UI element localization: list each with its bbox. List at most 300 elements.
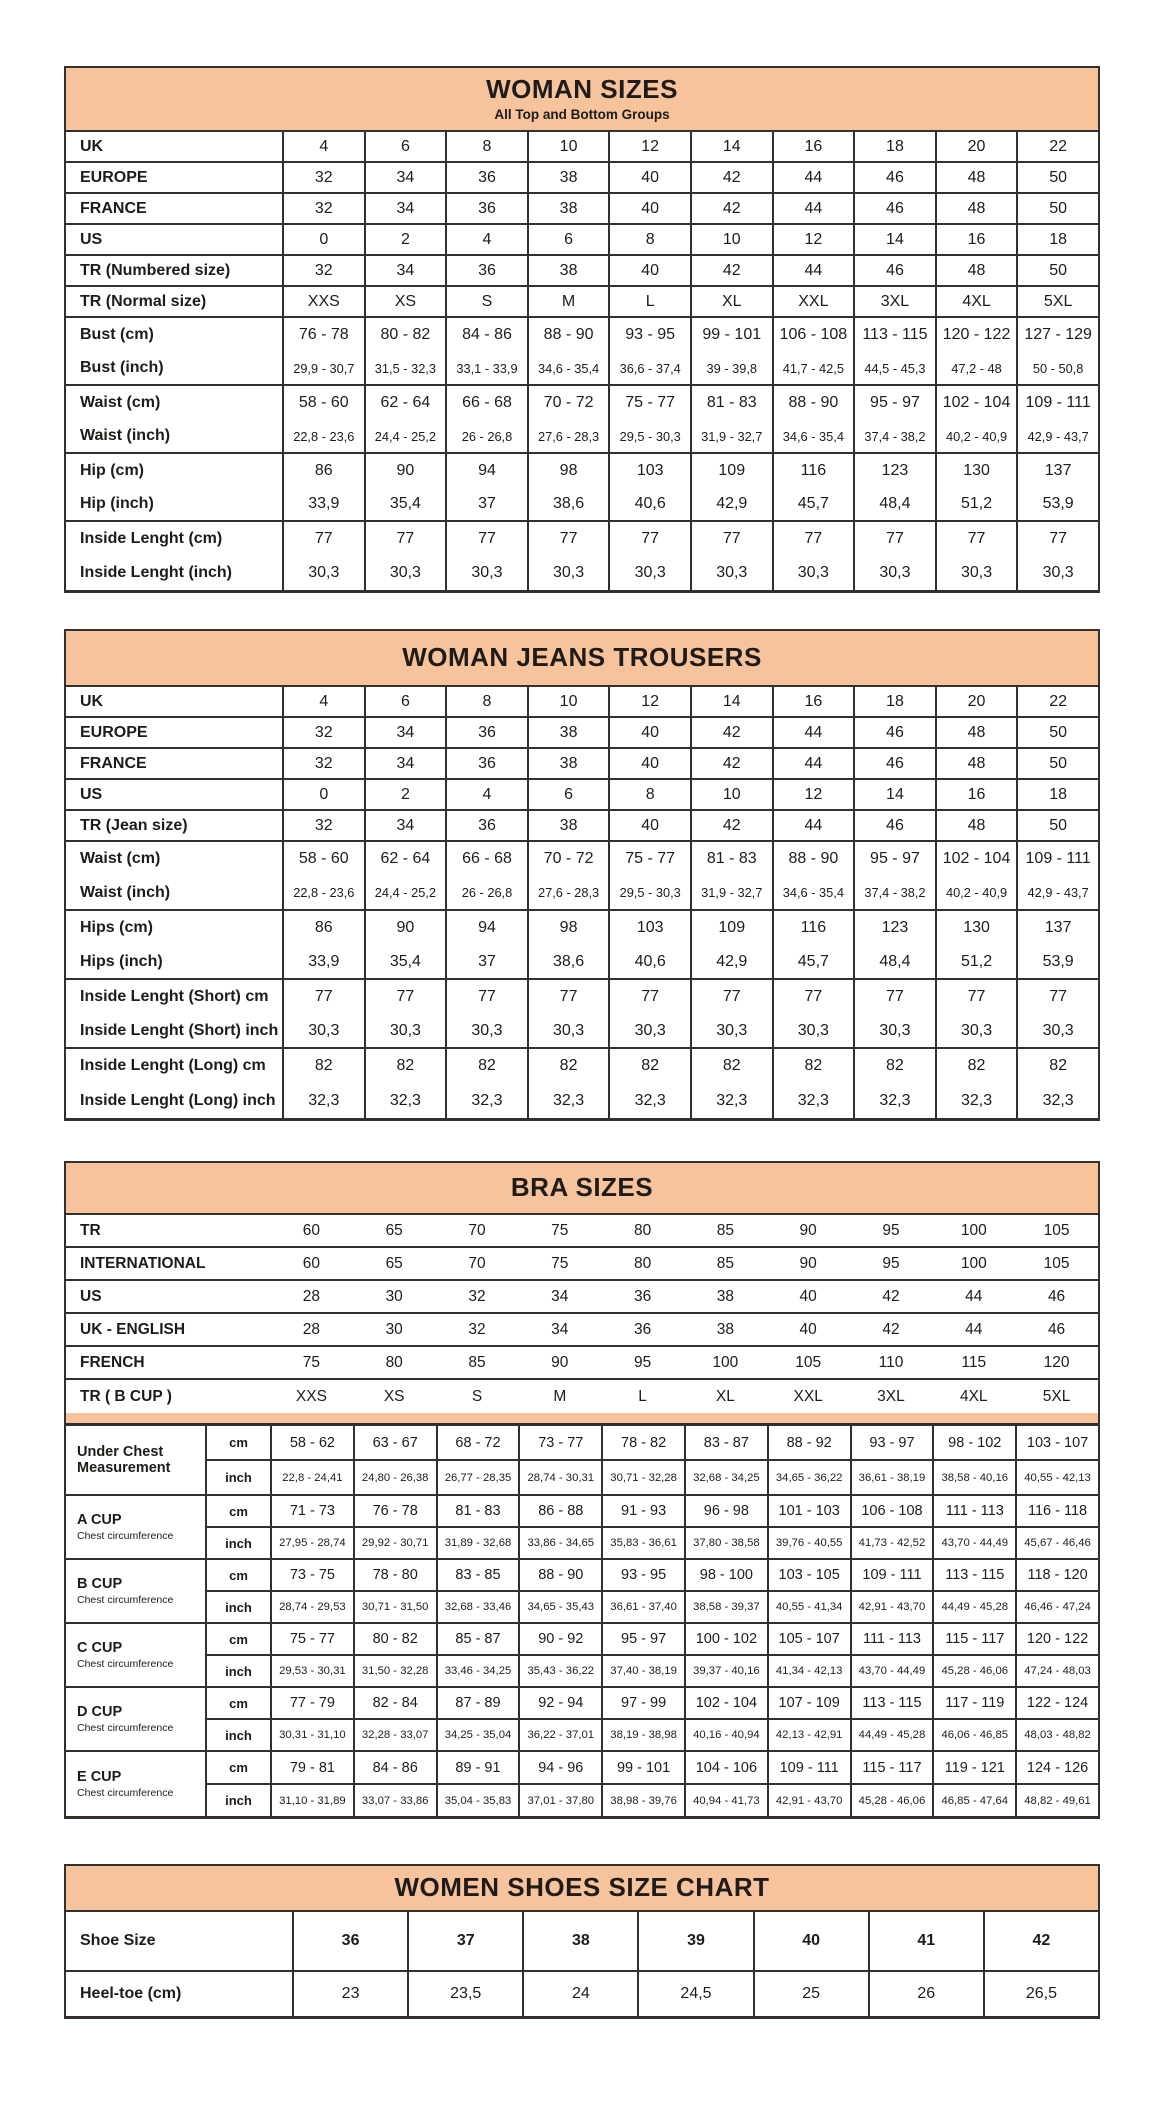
table-row <box>66 420 1098 454</box>
cup-name: A CUP <box>77 1511 122 1528</box>
value-cell: 102 - 104 <box>684 1688 767 1718</box>
value-cell: 50 - 50,8 <box>1016 352 1098 384</box>
value-cell: 77 <box>608 980 690 1015</box>
value-cell: 31,5 - 32,3 <box>364 352 446 384</box>
woman-sizes-title: WOMAN SIZES <box>486 74 678 105</box>
value-cell: 32,3 <box>527 1084 609 1119</box>
value-cell: 41,73 - 42,52 <box>850 1528 933 1558</box>
value-cell: 38,58 - 39,37 <box>684 1592 767 1622</box>
value-cell: 102 - 104 <box>935 842 1017 877</box>
value-cell: 46 <box>1047 1320 1066 1338</box>
value-cell: XL <box>690 287 772 316</box>
value-cell: 75 <box>302 1353 321 1371</box>
value-cell: 30 <box>385 1287 403 1305</box>
value-cell: 30,3 <box>282 556 364 590</box>
measurement-row <box>205 1461 1098 1494</box>
value-cell: 34 <box>364 194 446 223</box>
value-cell: 43,70 - 44,49 <box>850 1656 933 1686</box>
value-cell: 38 <box>527 718 609 747</box>
value-cell: 31,89 - 32,68 <box>436 1528 519 1558</box>
value-cell: 12 <box>608 687 690 716</box>
value-cell: 80 <box>385 1353 403 1371</box>
value-cell: 45,67 - 46,46 <box>1015 1528 1098 1558</box>
cup-group-label <box>66 1560 205 1622</box>
row-label: US <box>80 1287 102 1305</box>
value-cell: 123 <box>853 454 935 488</box>
table-row <box>66 842 1098 877</box>
value-cell: 80 - 82 <box>364 318 446 352</box>
value-cell: 78 - 82 <box>601 1426 684 1459</box>
value-cell: 77 <box>935 522 1017 556</box>
value-cell: 34,65 - 36,22 <box>767 1461 850 1494</box>
value-cell: 62 - 64 <box>364 386 446 420</box>
value-cell: 36,6 - 37,4 <box>608 352 690 384</box>
value-cell: 40,55 - 41,34 <box>767 1592 850 1622</box>
table-row <box>66 980 1098 1015</box>
value-cell: 116 - 118 <box>1015 1496 1098 1526</box>
value-cell: 82 <box>282 1049 364 1084</box>
jeans-trousers-header <box>66 631 1098 687</box>
value-cell: 111 - 113 <box>932 1496 1015 1526</box>
table-row <box>66 1314 1098 1347</box>
value-cell: 34 <box>551 1287 569 1305</box>
value-cell: 65 <box>385 1221 403 1239</box>
value-cell: 14 <box>853 780 935 809</box>
value-cell: 34,6 - 35,4 <box>527 352 609 384</box>
value-cell: 4 <box>282 687 364 716</box>
value-cell: 82 <box>772 1049 854 1084</box>
value-cell: 95 <box>882 1221 900 1239</box>
cup-subtitle: Chest circumference <box>77 1787 174 1800</box>
value-cell: 50 <box>1016 163 1098 192</box>
value-cell: 30,3 <box>690 556 772 590</box>
value-cell: 44 <box>965 1287 983 1305</box>
value-cell: 30,3 <box>364 1015 446 1048</box>
value-cell: 113 - 115 <box>850 1688 933 1718</box>
value-cell: S <box>445 287 527 316</box>
value-cell: 87 - 89 <box>436 1688 519 1718</box>
value-cell: 60 <box>302 1221 321 1239</box>
value-cell: 103 - 105 <box>767 1560 850 1590</box>
value-cell: 28,74 - 29,53 <box>270 1592 353 1622</box>
table-row <box>66 687 1098 718</box>
value-cell: 2 <box>364 225 446 254</box>
value-cell: 30,3 <box>527 556 609 590</box>
value-cell: 18 <box>1016 225 1098 254</box>
value-cell: 36 <box>445 194 527 223</box>
cup-name: E CUP <box>77 1768 122 1785</box>
cup-group-label <box>66 1624 205 1686</box>
value-cell: 22,8 - 23,6 <box>282 877 364 910</box>
value-cell: 103 - 107 <box>1015 1426 1098 1459</box>
value-cell: 63 - 67 <box>353 1426 436 1459</box>
value-cell: 32,3 <box>608 1084 690 1119</box>
row-label: Bust (cm) <box>80 326 154 344</box>
measurement-row <box>205 1528 1098 1558</box>
value-cell: 48 <box>935 749 1017 778</box>
value-cell: 81 - 83 <box>690 842 772 877</box>
value-cell: 38 <box>527 256 609 285</box>
value-cell: 75 - 77 <box>270 1624 353 1654</box>
row-label: Bust (inch) <box>80 359 164 377</box>
value-cell: 40,2 - 40,9 <box>935 420 1017 452</box>
cup-group-label <box>66 1496 205 1558</box>
value-cell: 73 - 77 <box>518 1426 601 1459</box>
value-cell: 36 <box>633 1287 652 1305</box>
value-cell: 38,19 - 38,98 <box>601 1720 684 1750</box>
value-cell: 44 <box>772 256 854 285</box>
value-cell: 44,5 - 45,3 <box>853 352 935 384</box>
value-cell: 41,34 - 42,13 <box>767 1656 850 1686</box>
value-cell: 100 <box>960 1254 987 1272</box>
value-cell: 23,5 <box>407 1972 522 2016</box>
woman-sizes-table <box>64 66 1100 593</box>
row-label: TR ( B CUP ) <box>80 1387 172 1405</box>
value-cell: 45,28 - 46,06 <box>932 1656 1015 1686</box>
value-cell: 38,6 <box>527 946 609 979</box>
unit-label: inch <box>205 1592 270 1622</box>
value-cell: L <box>638 1387 647 1405</box>
value-cell: 50 <box>1016 256 1098 285</box>
value-cell: 48,4 <box>853 488 935 520</box>
cup-group-label <box>66 1426 205 1494</box>
value-cell: 40 <box>608 749 690 778</box>
value-cell: 109 - 111 <box>767 1752 850 1783</box>
row-label: Inside Lenght (cm) <box>80 530 223 548</box>
value-cell: 115 - 117 <box>850 1752 933 1783</box>
value-cell: 29,5 - 30,3 <box>608 877 690 910</box>
value-cell: 33,1 - 33,9 <box>445 352 527 384</box>
value-cell: 58 - 62 <box>270 1426 353 1459</box>
value-cell: 85 <box>716 1254 734 1272</box>
value-cell: 65 <box>385 1254 403 1272</box>
value-cell: 100 <box>960 1221 987 1239</box>
value-cell: 77 <box>1016 522 1098 556</box>
value-cell: 47,2 - 48 <box>935 352 1017 384</box>
cup-subtitle: Chest circumference <box>77 1658 174 1671</box>
unit-label: inch <box>205 1461 270 1494</box>
value-cell: 38 <box>527 163 609 192</box>
value-cell: 86 <box>282 911 364 946</box>
row-label: UK <box>80 137 104 155</box>
value-cell: 82 <box>364 1049 446 1084</box>
value-cell: 118 - 120 <box>1015 1560 1098 1590</box>
cup-group-values <box>205 1624 1098 1686</box>
value-cell: 28,74 - 30,31 <box>518 1461 601 1494</box>
value-cell: 26 - 26,8 <box>445 877 527 910</box>
value-cell: 37 <box>445 946 527 979</box>
value-cell: 24 <box>522 1972 637 2016</box>
table-row <box>66 488 1098 522</box>
table-row <box>66 454 1098 488</box>
value-cell: 46 <box>853 163 935 192</box>
value-cell: 4 <box>282 132 364 161</box>
value-cell: 5XL <box>1042 1387 1071 1405</box>
value-cell: 130 <box>935 911 1017 946</box>
jeans-trousers-title: WOMAN JEANS TROUSERS <box>402 642 762 673</box>
value-cell: 38,58 - 40,16 <box>932 1461 1015 1494</box>
value-cell: 8 <box>445 687 527 716</box>
row-label: TR (Normal size) <box>80 292 207 310</box>
value-cell: 98 - 102 <box>932 1426 1015 1459</box>
value-cell: 14 <box>853 225 935 254</box>
value-cell: 32,3 <box>690 1084 772 1119</box>
value-cell: 46,85 - 47,64 <box>932 1785 1015 1816</box>
value-cell: 4 <box>445 780 527 809</box>
value-cell: 40,6 <box>608 946 690 979</box>
table-row <box>66 780 1098 811</box>
value-cell: 95 - 97 <box>853 842 935 877</box>
value-cell: 39,76 - 40,55 <box>767 1528 850 1558</box>
value-cell: 42,13 - 42,91 <box>767 1720 850 1750</box>
value-cell: 14 <box>690 132 772 161</box>
value-cell: 102 - 104 <box>935 386 1017 420</box>
value-cell: 26 - 26,8 <box>445 420 527 452</box>
value-cell: 35,4 <box>364 488 446 520</box>
value-cell: 113 - 115 <box>853 318 935 352</box>
value-cell: 30,3 <box>690 1015 772 1048</box>
value-cell: 29,9 - 30,7 <box>282 352 364 384</box>
value-cell: 42 <box>690 749 772 778</box>
table-row <box>66 911 1098 946</box>
value-cell: 18 <box>853 687 935 716</box>
value-cell: 22 <box>1016 687 1098 716</box>
value-cell: 39,37 - 40,16 <box>684 1656 767 1686</box>
row-label: Inside Lenght (Long) inch <box>80 1091 276 1109</box>
value-cell: 37,80 - 38,58 <box>684 1528 767 1558</box>
value-cell: 50 <box>1016 811 1098 840</box>
value-cell: 33,86 - 34,65 <box>518 1528 601 1558</box>
value-cell: 42,9 <box>690 946 772 979</box>
value-cell: 77 <box>364 980 446 1015</box>
value-cell: 34 <box>364 163 446 192</box>
value-cell: 39 - 39,8 <box>690 352 772 384</box>
value-cell: 113 - 115 <box>932 1560 1015 1590</box>
value-cell: 38 <box>527 194 609 223</box>
value-cell: 77 <box>853 980 935 1015</box>
value-cell: 32 <box>468 1287 486 1305</box>
value-cell: 46 <box>853 256 935 285</box>
value-cell: 105 - 107 <box>767 1624 850 1654</box>
value-cell: 60 <box>302 1254 321 1272</box>
value-cell: 75 - 77 <box>608 386 690 420</box>
value-cell: 73 - 75 <box>270 1560 353 1590</box>
value-cell: 95 <box>882 1254 900 1272</box>
shoes-size-rows <box>66 1912 1098 2016</box>
value-cell: 0 <box>282 780 364 809</box>
value-cell: 28 <box>302 1320 321 1338</box>
unit-label: cm <box>205 1624 270 1654</box>
value-cell: 77 <box>527 522 609 556</box>
value-cell: XXS <box>282 287 364 316</box>
value-cell: 48 <box>935 718 1017 747</box>
value-cell: 98 <box>527 454 609 488</box>
value-cell: 107 - 109 <box>767 1688 850 1718</box>
value-cell: 44 <box>772 749 854 778</box>
value-cell: 70 <box>468 1221 486 1239</box>
value-cell: 77 <box>772 980 854 1015</box>
bra-cup-grid <box>66 1426 1098 1816</box>
value-cell: 82 <box>445 1049 527 1084</box>
value-cell: 105 <box>1043 1221 1070 1239</box>
value-cell: 123 <box>853 911 935 946</box>
table-row <box>66 522 1098 556</box>
shoes-size-header <box>66 1866 1098 1912</box>
value-cell: 100 <box>712 1353 739 1371</box>
value-cell: 109 - 111 <box>850 1560 933 1590</box>
value-cell: 79 - 81 <box>270 1752 353 1783</box>
value-cell: 34,25 - 35,04 <box>436 1720 519 1750</box>
value-cell: 44 <box>965 1320 983 1338</box>
measurement-row <box>205 1688 1098 1720</box>
cup-group <box>66 1688 1098 1752</box>
table-row <box>66 1347 1098 1380</box>
value-cell: 70 <box>468 1254 486 1272</box>
value-cell: 36 <box>292 1912 407 1970</box>
value-cell: 26,77 - 28,35 <box>436 1461 519 1494</box>
value-cell: 44,49 - 45,28 <box>850 1720 933 1750</box>
value-cell: 32 <box>282 256 364 285</box>
row-label: Inside Lenght (inch) <box>80 564 232 582</box>
value-cell: 46,06 - 46,85 <box>932 1720 1015 1750</box>
value-cell: 30,3 <box>853 556 935 590</box>
value-cell: 0 <box>282 225 364 254</box>
value-cell: 12 <box>608 132 690 161</box>
value-cell: 115 <box>961 1353 987 1371</box>
value-cell: 30,71 - 32,28 <box>601 1461 684 1494</box>
value-cell: 85 <box>716 1221 734 1239</box>
value-cell: 32 <box>282 194 364 223</box>
value-cell: 34,6 - 35,4 <box>772 877 854 910</box>
value-cell: 77 <box>364 522 446 556</box>
value-cell: XXL <box>793 1387 823 1405</box>
value-cell: 90 <box>551 1353 569 1371</box>
value-cell: 36 <box>445 256 527 285</box>
value-cell: 44 <box>772 163 854 192</box>
unit-label: inch <box>205 1720 270 1750</box>
value-cell: 44 <box>772 194 854 223</box>
unit-label: cm <box>205 1752 270 1783</box>
value-cell: 30 <box>385 1320 403 1338</box>
value-cell: 32,3 <box>772 1084 854 1119</box>
bra-sizes-rows <box>66 1215 1098 1413</box>
value-cell: 58 - 60 <box>282 842 364 877</box>
value-cell: 124 - 126 <box>1015 1752 1098 1783</box>
row-label: TR (Numbered size) <box>80 261 231 279</box>
value-cell: 84 - 86 <box>353 1752 436 1783</box>
value-cell: 77 <box>445 980 527 1015</box>
value-cell: 42 <box>983 1912 1098 1970</box>
cup-name: C CUP <box>77 1639 123 1656</box>
cup-group-label <box>66 1688 205 1750</box>
measurement-row <box>205 1656 1098 1686</box>
value-cell: 42 <box>690 256 772 285</box>
value-cell: 77 <box>1016 980 1098 1015</box>
row-label: Waist (cm) <box>80 394 161 412</box>
value-cell: 31,50 - 32,28 <box>353 1656 436 1686</box>
table-row <box>66 163 1098 194</box>
value-cell: 77 <box>445 522 527 556</box>
value-cell: 88 - 90 <box>772 842 854 877</box>
shoes-size-title: WOMEN SHOES SIZE CHART <box>394 1872 770 1903</box>
table-row <box>66 352 1098 386</box>
measurement-row <box>205 1560 1098 1592</box>
value-cell: 32 <box>282 163 364 192</box>
value-cell: 6 <box>527 225 609 254</box>
value-cell: 82 <box>1016 1049 1098 1084</box>
cup-group-values <box>205 1688 1098 1750</box>
row-label: Inside Lenght (Short) inch <box>80 1021 279 1039</box>
value-cell: 50 <box>1016 718 1098 747</box>
value-cell: 80 - 82 <box>353 1624 436 1654</box>
value-cell: 70 - 72 <box>527 842 609 877</box>
value-cell: 82 <box>853 1049 935 1084</box>
value-cell: 18 <box>853 132 935 161</box>
bra-sizes-title: BRA SIZES <box>510 1172 654 1203</box>
value-cell: 41,7 - 42,5 <box>772 352 854 384</box>
value-cell: 41 <box>868 1912 983 1970</box>
value-cell: 10 <box>690 225 772 254</box>
value-cell: 30,3 <box>608 556 690 590</box>
value-cell: 24,5 <box>637 1972 752 2016</box>
value-cell: 40 <box>753 1912 868 1970</box>
value-cell: 95 <box>633 1353 652 1371</box>
value-cell: 32,68 - 34,25 <box>684 1461 767 1494</box>
cup-group-label <box>66 1752 205 1816</box>
row-label: Shoe Size <box>80 1932 156 1950</box>
value-cell: 31,10 - 31,89 <box>270 1785 353 1816</box>
woman-sizes-rows <box>66 132 1098 590</box>
value-cell: 34,6 - 35,4 <box>772 420 854 452</box>
value-cell: 40,94 - 41,73 <box>684 1785 767 1816</box>
value-cell: 32,3 <box>935 1084 1017 1119</box>
value-cell: 37 <box>445 488 527 520</box>
unit-label: cm <box>205 1688 270 1718</box>
row-label: Hips (cm) <box>80 919 153 937</box>
row-label: FRENCH <box>80 1353 145 1371</box>
shoes-size-table <box>64 1864 1100 2019</box>
value-cell: 117 - 119 <box>932 1688 1015 1718</box>
value-cell: 68 - 72 <box>436 1426 519 1459</box>
value-cell: 75 <box>551 1221 569 1239</box>
value-cell: 120 <box>1043 1353 1070 1371</box>
unit-label: cm <box>205 1496 270 1526</box>
measurement-row <box>205 1720 1098 1750</box>
value-cell: 137 <box>1016 454 1098 488</box>
value-cell: 91 - 93 <box>601 1496 684 1526</box>
value-cell: 30,3 <box>853 1015 935 1048</box>
value-cell: XXS <box>295 1387 327 1405</box>
table-row <box>66 1248 1098 1281</box>
value-cell: 36 <box>445 749 527 778</box>
value-cell: 10 <box>690 780 772 809</box>
value-cell: 14 <box>690 687 772 716</box>
value-cell: 99 - 101 <box>601 1752 684 1783</box>
value-cell: L <box>608 287 690 316</box>
row-label: Waist (cm) <box>80 850 161 868</box>
value-cell: 40,2 - 40,9 <box>935 877 1017 910</box>
value-cell: 26,5 <box>983 1972 1098 2016</box>
measurement-row <box>205 1496 1098 1528</box>
value-cell: 90 <box>364 454 446 488</box>
value-cell: 42,9 - 43,7 <box>1016 420 1098 452</box>
value-cell: 46 <box>1047 1287 1066 1305</box>
value-cell: 31,9 - 32,7 <box>690 877 772 910</box>
value-cell: 42,91 - 43,70 <box>767 1785 850 1816</box>
value-cell: 20 <box>935 687 1017 716</box>
value-cell: 35,04 - 35,83 <box>436 1785 519 1816</box>
row-label: Hips (inch) <box>80 952 163 970</box>
